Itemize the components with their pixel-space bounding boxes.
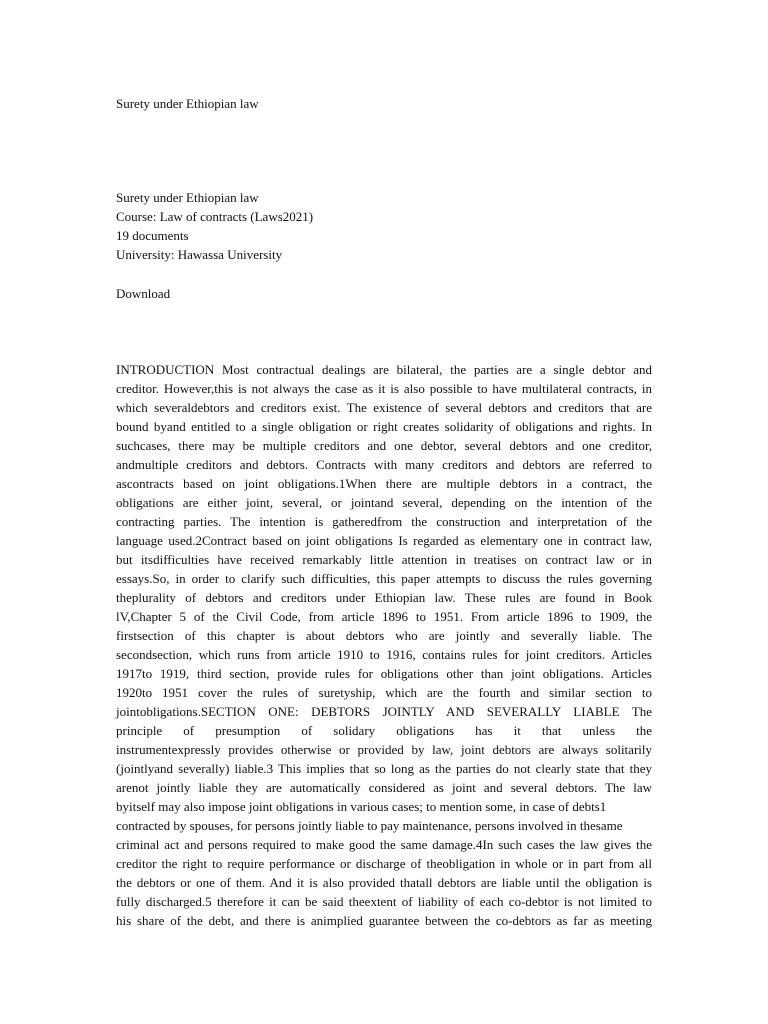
body-line: the debtors or one of them. And it is also provided thatall debtors are liable until the obligation is bbox=[116, 875, 652, 890]
body-line: creditor. However,this is not always the case as it is also possible to have multilateral contracts, in bbox=[116, 381, 652, 396]
body-line: instrumentexpressly provides otherwise or provided by law, joint debtors are always solitarily bbox=[116, 742, 652, 757]
meta-course[interactable]: Course: Law of contracts (Laws2021) bbox=[116, 209, 314, 224]
body-line: suchcases, there may be multiple creditors and one debtor, several debtors and one creditor, bbox=[116, 438, 652, 453]
body-line: contracting parties. The intention is gatheredfrom the construction and interpretation of the bbox=[116, 514, 652, 529]
body-line: lV,Chapter 5 of the Civil Code, from article 1896 to 1951. From article 1896 to 1909, the bbox=[116, 609, 652, 624]
body-line: language used.2Contract based on joint obligations Is regarded as elementary one in contract law, bbox=[116, 533, 652, 548]
body-line: byitself may also impose joint obligations in various cases; to mention some, in case of debts1 bbox=[116, 799, 607, 814]
body-line: creditor the right to require performance or discharge of theobligation in whole or in part from all bbox=[116, 856, 652, 871]
body-line: but itsdifficulties have received remarkably little attention in treatises on contract law or in bbox=[116, 552, 652, 567]
body-line: andmultiple creditors and debtors. Contracts with many creditors and debtors are referred to bbox=[116, 457, 652, 472]
body-line: obligations are either joint, several, or jointand several, depending on the intention of the bbox=[116, 495, 652, 510]
body-line: 1917to 1919, third section, provide rules for obligations other than joint obligations. Articles bbox=[116, 666, 652, 681]
body-line: arenot jointly liable they are automatically considered as joint and several debtors. The law bbox=[116, 780, 652, 795]
body-line: 1920to 1951 cover the rules of suretyship, which are the fourth and similar section to bbox=[116, 685, 652, 700]
meta-university[interactable]: University: Hawassa University bbox=[116, 247, 283, 262]
body-line: bound byand entitled to a single obligation or right creates solidarity of obligations and rights. In bbox=[116, 419, 652, 434]
body-line: essays.So, in order to clarify such difficulties, this paper attempts to discuss the rules governing bbox=[116, 571, 652, 586]
meta-title: Surety under Ethiopian law bbox=[116, 190, 259, 205]
document-meta bbox=[116, 188, 313, 264]
body-line: criminal act and persons required to make good the same damage.4In such cases the law gives the bbox=[116, 837, 652, 852]
body-line: firstsection of this chapter is about debtors who are jointly and severally liable. The bbox=[116, 628, 652, 643]
meta-documents-count: 19 documents bbox=[116, 228, 189, 243]
body-line: theplurality of debtors and creditors under Ethiopian law. These rules are found in Book bbox=[116, 590, 652, 605]
body-line: INTRODUCTION Most contractual dealings are bilateral, the parties are a single debtor and bbox=[116, 362, 652, 377]
body-line: which severaldebtors and creditors exist. The existence of several debtors and creditors that are bbox=[116, 400, 652, 415]
body-line: fully discharged.5 therefore it can be said theextent of liability of each co-debtor is not limited to bbox=[116, 894, 652, 909]
body-line: his share of the debt, and there is animplied guarantee between the co-debtors as far as meeting bbox=[116, 913, 652, 928]
body-line: contracted by spouses, for persons jointly liable to pay maintenance, persons involved in thesame bbox=[116, 818, 623, 833]
body-line: secondsection, which runs from article 1910 to 1916, contains rules for joint creditors. Articles bbox=[116, 647, 652, 662]
body-line: principle of presumption of solidary obligations has it that unless the bbox=[116, 723, 652, 738]
body-line: ascontracts based on joint obligations.1When there are multiple debtors in a contract, the bbox=[116, 476, 652, 491]
body-line: jointobligations.SECTION ONE: DEBTORS JOINTLY AND SEVERALLY LIABLE The bbox=[116, 704, 652, 719]
body-text bbox=[116, 360, 652, 930]
body-line: (jointlyand severally) liable.3 This implies that so long as the parties do not clearly state that they bbox=[116, 761, 652, 776]
document-heading: Surety under Ethiopian law bbox=[116, 96, 259, 111]
download-link[interactable]: Download bbox=[116, 286, 171, 301]
